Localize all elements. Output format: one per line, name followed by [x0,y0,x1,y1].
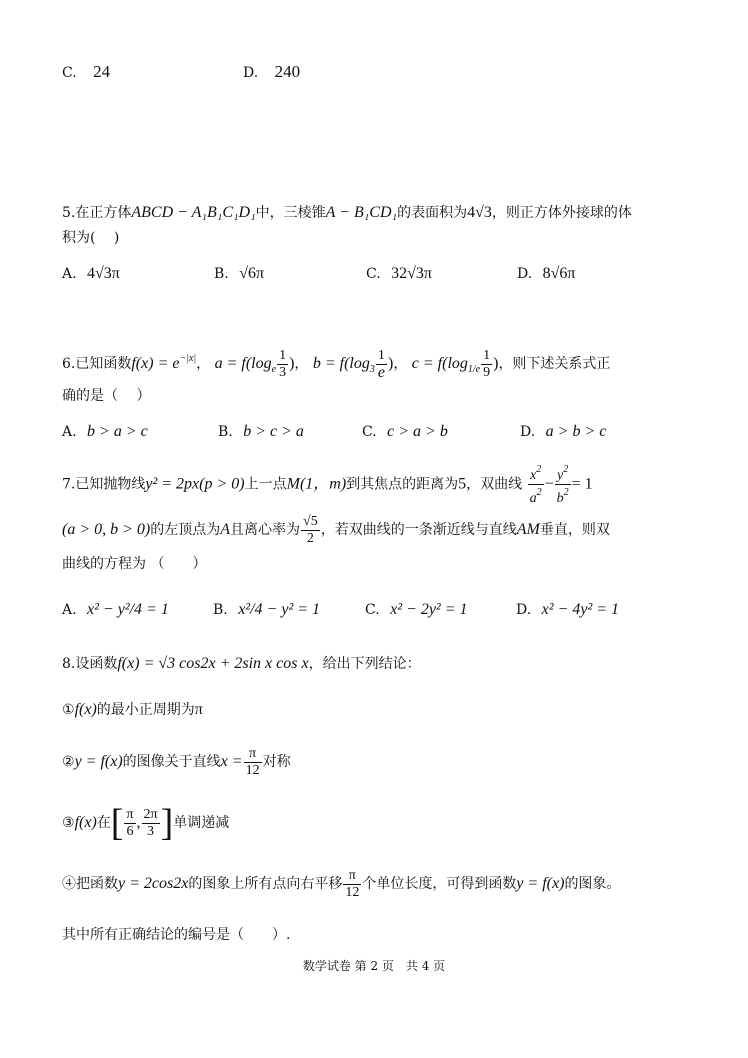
q7-option-c: C. x² − 2y² = 1 [365,601,468,618]
q5-option-d: D. 8√6π [517,265,576,282]
q7-stem-line3: 曲线的方程为 （ ） [62,556,207,572]
q8-statement-3: ③f(x)在[ $\frac{\pi}{6}$ , $\frac{2\pi}{3}$ ]单调递减 [62,802,230,844]
q6-stem-line1: 6.已知函数$f(x) = e^{-|x|}$， $a = f(\log_e$ $\frac{1}{3}$ )， $b = f(\log_3$ $\frac{1}{e}$ )， $c = f(\log_{1/e}$ $\frac{1}{9}$ )，则下述关系式正 [62,347,611,381]
q5-option-c: C. 32√3π [366,265,432,282]
q4-option-d: D. 240 [243,62,301,81]
q5-option-a: A. 4√3π [62,265,120,282]
q6-stem-line2: 确的是（ ） [62,388,151,404]
q5-stem-line2: 积为( ) [62,230,120,246]
q7-stem-line2: (a > 0, b > 0)的左顶点为A且离心率为 $\frac{√5}{2}$ ，若双曲线的一条渐近线与直线AM垂直，则双 [62,513,610,546]
q7-option-a: A. x² − y²/4 = 1 [62,601,169,618]
q6-option-b: B. b > c > a [218,423,304,440]
q6-option-c: C. c > a > b [362,423,448,440]
page-footer: 数学试卷 第 2 页 共 4 页 [302,959,446,973]
q7-stem-line1: 7.已知抛物线y² = 2px(p > 0)上一点M(1，m)到其焦点的距离为5，双曲线 $\frac{x^2}{a^2}$ − $\frac{y^2}{b^2}$ = 1 [62,464,593,506]
q8-question: 其中所有正确结论的编号是（ ）. [62,927,291,943]
q4-option-c: C. 24 [62,62,111,81]
q8-statement-1: ①f(x)的最小正周期为π [62,701,203,718]
q8-statement-2: ②y = f(x)的图像关于直线x = $\frac{\pi}{12}$ 对称 [62,745,291,778]
q6-option-a: A. b > a > c [62,423,148,440]
q8-stem: 8.设函数f(x) = √3 cos2x + 2sin x cos x，给出下列结论： [62,655,421,672]
q8-statement-4: ④把函数y = 2cos2x的图象上所有点向右平移 $\frac{\pi}{12}$ 个单位长度，可得到函数y = f(x)的图象。 [62,867,621,900]
q5-stem-line1: 5.在正方体ABCD − A₁B₁C₁D₁中，三棱锥A − B₁CD₁的表面积为4√3，则正方体外接球的体 [62,204,632,221]
q6-option-d: D. a > b > c [520,423,607,440]
q5-option-b: B. √6π [214,265,265,282]
q7-option-d: D. x² − 4y² = 1 [516,601,620,618]
q7-option-b: B. x²/4 − y² = 1 [213,601,321,618]
